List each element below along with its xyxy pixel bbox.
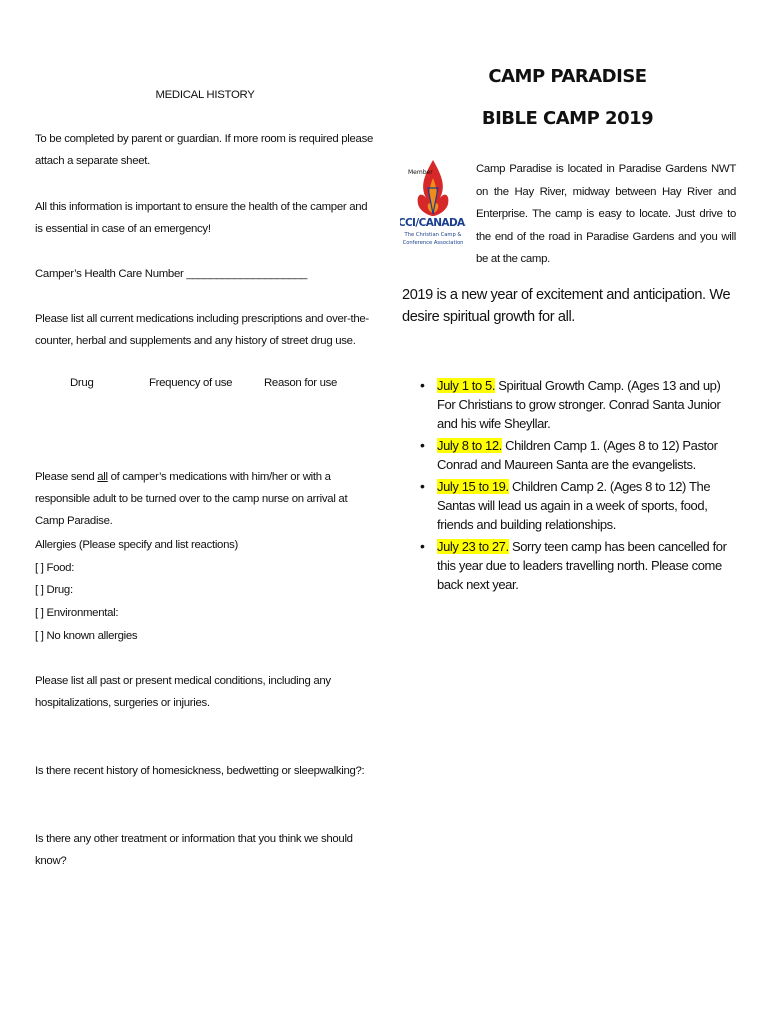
camp-title: CAMP PARADISE — [488, 66, 647, 87]
svg-text:The Christian Camp &: The Christian Camp & — [404, 232, 462, 238]
medications-prompt: Please list all current medications including prescriptions and over-the-counter, herbal and supplements and any history of street drug use. — [35, 313, 369, 347]
conditions-prompt: Please list all past or present medical conditions, including any hospitalizations, surgeries or injuries. — [35, 675, 331, 709]
camp-description: Sorry teen camp has been cancelled for this year due to leaders travelling north. Please come back next year. — [437, 539, 727, 592]
allergy-none-checkbox[interactable]: [ ] No known allergies — [35, 630, 138, 642]
camp-subtitle: BIBLE CAMP 2019 — [481, 108, 654, 129]
svg-text:Member: Member — [408, 169, 433, 176]
camp-date: July 23 to 27. — [437, 539, 509, 554]
allergy-food-checkbox[interactable]: [ ] Food: — [35, 562, 75, 574]
flame-icon — [400, 152, 466, 252]
homesickness-prompt: Is there recent history of homesickness, bedwetting or sleepwalking?: — [35, 765, 365, 777]
allergy-environmental-checkbox[interactable]: [ ] Environmental: — [35, 607, 119, 619]
camp-date: July 15 to 19. — [437, 479, 509, 494]
list-item — [437, 477, 737, 534]
list-item — [437, 537, 737, 594]
allergies-heading: Allergies (Please specify and list reactions) — [35, 539, 239, 551]
camp-date: July 1 to 5. — [437, 378, 496, 393]
instructions-text: To be completed by parent or guardian. If more room is required please attach a separate sheet. — [35, 133, 373, 167]
camp-date: July 8 to 12. — [437, 438, 502, 453]
list-item — [437, 376, 737, 433]
intro-lead-text: 2019 is a new year of excitement and anticipation. We desire spiritual growth for all. — [402, 287, 731, 325]
camp-sessions-list — [437, 376, 737, 597]
camp-description: Children Camp 1. (Ages 8 to 12) Pastor Conrad and Maureen Santa are the evangelists. — [437, 438, 718, 472]
column-frequency: Frequency of use — [149, 377, 233, 389]
camp-description: Spiritual Growth Camp. (Ages 13 and up) For Christians to grow stronger. Conrad Santa Junior and his wife Sheyllar. — [437, 378, 721, 431]
other-info-prompt: Is there any other treatment or information that you think we should know? — [35, 833, 353, 867]
allergy-drug-checkbox[interactable]: [ ] Drug: — [35, 584, 73, 596]
send-medications-text: Please send all of camper’s medications with him/her or with a responsible adult to be turned over to the camp nurse on arrival at Camp Paradise. — [35, 471, 348, 527]
health-number-field[interactable]: Camper’s Health Care Number ____________________ — [35, 268, 308, 280]
svg-text:CCI/CANADA.: CCI/CANADA. — [400, 217, 466, 229]
column-drug: Drug — [70, 377, 94, 389]
medical-history-heading: MEDICAL HISTORY — [155, 89, 255, 101]
cci-canada-logo — [400, 152, 466, 252]
list-item — [437, 436, 737, 474]
camp-description: Children Camp 2. (Ages 8 to 12) The Santas will lead us again in a week of sports, food, friends and building relationships. — [437, 479, 711, 532]
importance-text: All this information is important to ensure the health of the camper and is essential in case of an emergency! — [35, 201, 368, 235]
camp-location-text: Camp Paradise is located in Paradise Gardens NWT on the Hay River, midway between Hay River and Enterprise. The camp is easy to locate. Just drive to the end of the road in Paradise Gardens and you will be at the camp. — [476, 163, 736, 265]
svg-text:Conference Association: Conference Association — [402, 240, 464, 246]
column-reason: Reason for use — [264, 377, 338, 389]
